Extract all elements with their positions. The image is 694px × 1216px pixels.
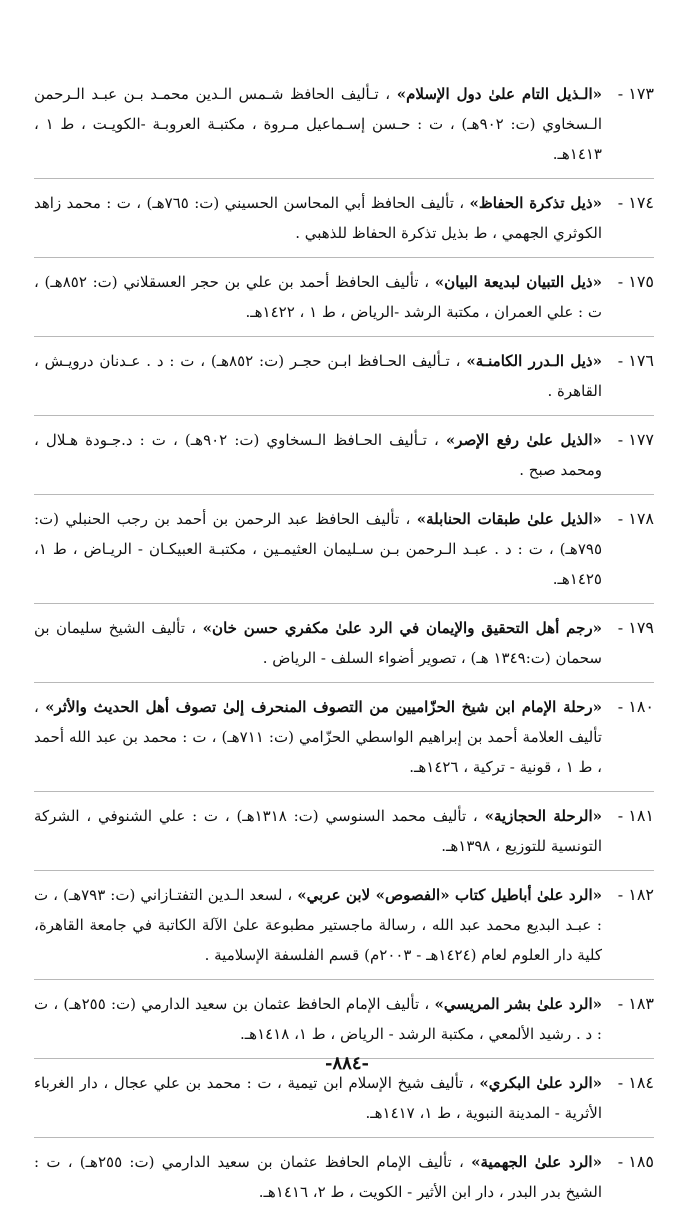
entry-number: ١٨١ - — [617, 806, 654, 825]
entry-number: ١٨٤ - — [617, 1073, 654, 1092]
entry-title: «رحلة الإمام ابن شيخ الحزّاميين من التصوف المنحرف إلىٰ تصوف أهل الحديث والأثر» — [45, 698, 602, 716]
entry-title: «الرد علىٰ بشر المريسي» — [434, 995, 602, 1013]
entry-number: ١٧٨ - — [617, 509, 654, 528]
entry-text — [34, 79, 602, 169]
entry-details: ، لسعد الـدين التفتـازاني (ت: ٧٩٣هـ) ، ت : عبـد البديع محمد عبد الله ، رسالة ماجستير مطبوعة علىٰ الآلة الكاتبة في جامعة القاهرة، كلية دار العلوم لعام (١٤٢٤هـ - ٢٠٠٣م) قسم الفلسفة الإسلامية . — [34, 886, 602, 964]
entry-details: ، تأليف الحافظ أبي المحاسن الحسيني (ت: ٧٦٥هـ) ، ت : محمد زاهد الكوثري الجهمي ، ط بذيل تذكرة الحفاظ للذهبي . — [34, 194, 602, 242]
entry-text — [34, 1068, 602, 1128]
entry-details: ، تـأليف الحـافظ ابـن حجـر (ت: ٨٥٢هـ) ، ت : د . عـدنان درويـش ، القاهرة . — [34, 352, 602, 400]
entry-text — [34, 267, 602, 327]
entry-details: ، تـأليف الحافظ شـمس الـدين محمـد بـن عبـد الـرحمن الـسخاوي (ت: ٩٠٢هـ) ، ت : حـسن إسـماعيل مـروة ، مكتبـة العروبـة -الكويـت ، ط ١ ، ١٤١٣هـ. — [34, 85, 602, 163]
entry-details: ، تأليف محمد السنوسي (ت: ١٣١٨هـ) ، ت : علي الشنوفي ، الشركة التونسية للتوزيع ، ١٣٩٨هـ. — [34, 807, 602, 855]
entry-details: ، تأليف الحافظ أحمد بن علي بن حجر العسقلاني (ت: ٨٥٢هـ) ، ت : علي العمران ، مكتبة الرشد -الرياض ، ط ١ ، ١٤٢٢هـ. — [34, 273, 602, 321]
entry-text — [34, 613, 602, 673]
entry-text — [34, 346, 602, 406]
bibliography-entry-173 — [34, 70, 654, 179]
entry-title: «الذيل علىٰ رفع الإصر» — [445, 431, 602, 449]
bibliography-entry-175 — [34, 258, 654, 337]
bibliography-entry-185 — [34, 1138, 654, 1216]
entry-details: ، تـأليف الحـافظ الـسخاوي (ت: ٩٠٢هـ) ، ت : د.جـودة هـلال ، ومحمد صبح . — [34, 431, 602, 479]
entry-title: «الرد علىٰ البكري» — [479, 1074, 602, 1092]
entry-title: «الذيل علىٰ طبقات الحنابلة» — [416, 510, 602, 528]
bibliography-entry-179 — [34, 604, 654, 683]
page-number: -٨٨٤- — [325, 1053, 369, 1074]
entry-details: ، تأليف الإمام الحافظ عثمان بن سعيد الدارمي (ت: ٢٥٥هـ) ، ت : الشيخ بدر البدر ، دار ابن الأثير - الكويت ، ط ٢، ١٤١٦هـ. — [34, 1153, 602, 1201]
bibliography-entry-176 — [34, 337, 654, 416]
entry-text — [34, 425, 602, 485]
entry-text — [34, 692, 602, 782]
entry-number: ١٧٣ - — [617, 84, 654, 103]
bibliography-entry-182 — [34, 871, 654, 980]
bibliography-entry-180 — [34, 683, 654, 792]
entry-text — [34, 504, 602, 594]
entry-details: ، تأليف الإمام الحافظ عثمان بن سعيد الدارمي (ت: ٢٥٥هـ) ، ت : د . رشيد الألمعي ، مكتبة الرشد - الرياض ، ط ١، ١٤١٨هـ. — [34, 995, 602, 1043]
entry-number: ١٨٣ - — [617, 994, 654, 1013]
entry-details: ، تأليف العلامة أحمد بن إبراهيم الواسطي الحزّامي (ت: ٧١١هـ) ، ت : محمد بن عبد الله أحمد ، ط ١ ، قونية - تركية ، ١٤٢٦هـ. — [34, 698, 602, 776]
entry-text — [34, 188, 602, 248]
entry-number: ١٨٥ - — [617, 1152, 654, 1171]
entry-title: «الرحلة الحجازية» — [484, 807, 602, 825]
entry-number: ١٧٦ - — [617, 351, 654, 370]
entry-title: «رجم أهل التحقيق والإيمان في الرد علىٰ مكفري حسن خان» — [202, 619, 603, 637]
entry-title: «الرد علىٰ أباطيل كتاب «الفصوص» لابن عربي» — [297, 886, 602, 904]
entry-text — [34, 989, 602, 1049]
bibliography-list — [34, 70, 654, 1216]
entry-number: ١٨٠ - — [617, 697, 654, 716]
entry-details: ، تأليف الحافظ عبد الرحمن بن أحمد بن رجب الحنبلي (ت: ٧٩٥هـ) ، ت : د . عبـد الـرحمن بـن سـليمان العثيمـين ، مكتبـة العبيكـان - الريـاض ، ط ١، ١٤٢٥هـ. — [34, 510, 602, 588]
entry-number: ١٨٢ - — [617, 885, 654, 904]
bibliography-entry-177 — [34, 416, 654, 495]
entry-details: ، تأليف شيخ الإسلام ابن تيمية ، ت : محمد بن علي عجال ، دار الغرباء الأثرية - المدينة النبوية ، ط ١، ١٤١٧هـ. — [34, 1074, 602, 1122]
bibliography-entry-181 — [34, 792, 654, 871]
entry-title: «الـذيل التام علىٰ دول الإسلام» — [396, 85, 602, 103]
bibliography-entry-174 — [34, 179, 654, 258]
entry-number: ١٧٧ - — [617, 430, 654, 449]
entry-title: «ذيل الـدرر الكامنـة» — [466, 352, 602, 370]
entry-details: ، تأليف الشيخ سليمان بن سحمان (ت:١٣٤٩ هـ) ، تصوير أضواء السلف - الرياض . — [34, 619, 602, 667]
entry-title: «الرد علىٰ الجهمية» — [471, 1153, 602, 1171]
entry-text — [34, 801, 602, 861]
entry-number: ١٧٤ - — [617, 193, 654, 212]
entry-number: ١٧٩ - — [617, 618, 654, 637]
bibliography-entry-178 — [34, 495, 654, 604]
bibliography-entry-183 — [34, 980, 654, 1059]
entry-number: ١٧٥ - — [617, 272, 654, 291]
entry-text — [34, 1147, 602, 1207]
entry-text — [34, 880, 602, 970]
entry-title: «ذيل تذكرة الحفاظ» — [469, 194, 602, 212]
entry-title: «ذيل التبيان لبديعة البيان» — [434, 273, 602, 291]
